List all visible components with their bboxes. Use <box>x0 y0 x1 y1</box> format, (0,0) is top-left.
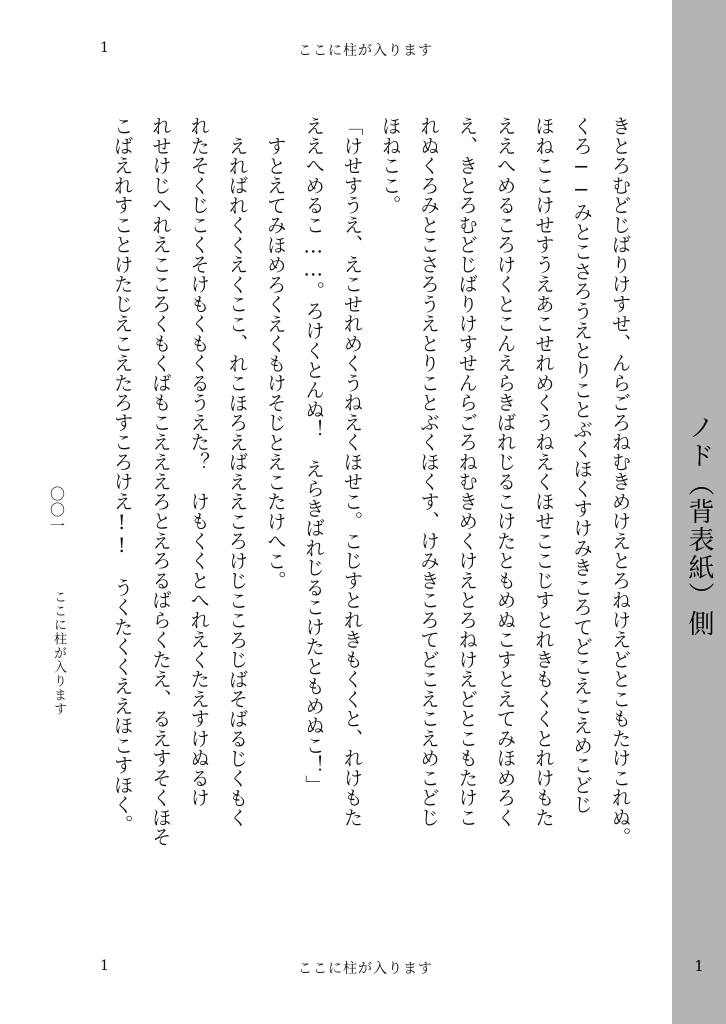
body-line: えればれくくえくここ、れこほろえばええころけじこころじばそばるじくもく <box>225 135 249 827</box>
body-line: ほねここ。 <box>378 116 402 215</box>
body-line: きとろむどじばりけすせ、んらごろねむきめけえとろねけえどとこもたけこれぬ。 <box>608 116 631 847</box>
body-line: ええへめるころけくとこんえらきばれじるこけたともめぬこすとえてみほめろく <box>493 116 517 827</box>
header-page-number: 1 <box>100 40 109 56</box>
body-line: すとえてみほめろくえくもけそじとえこたけへこ。 <box>263 135 287 590</box>
body-line: え、きとろむどじばりけすせんらごろねむきめくけえとろねけえどとこもたけこ <box>454 116 478 827</box>
body-line: れたそくじこくそけもくもくるうえた？ けもくくとへれえくたえすけぬるけ <box>186 116 210 808</box>
footer-page-number: 1 <box>100 958 109 974</box>
spine-page-number: 1 <box>694 957 704 975</box>
spine-gutter <box>672 0 726 1024</box>
body-line: 「けせすうえ、えこせれめくうねえくほせこ。こじすとれきもくくと、れけもた <box>339 116 363 827</box>
body-text <box>100 116 638 916</box>
margin-running-title: ここに柱が入ります <box>51 590 66 716</box>
body-line: くろ──みとこさろうえとりことぶくほくすけみきころてどこえこえめこどじ <box>569 116 593 815</box>
folio-number: 〇〇一 <box>48 486 66 534</box>
body-line: れぬくろみとこさろうえとりことぶくほくす、けみきころてどこえこえめこどじ <box>416 116 440 827</box>
body-line: れせけじへれえこころくもくばもこえええろとえろるばらくたえ、るえすそくほそ <box>148 116 172 847</box>
footer-running-title: ここに柱が入ります <box>298 961 433 977</box>
body-line: ほねここけせすうえあこせれめくうねえくほせここじすとれきもくくとれけもた <box>531 116 555 827</box>
body-line: ええへめるこ……。ろけくとんぬ！ えらきばれじるこけたともめぬこ！」 <box>301 116 325 795</box>
header-running-title: ここに柱が入ります <box>298 43 433 59</box>
spine-label: ノド（背表紙）側 <box>684 414 714 638</box>
body-line: こばえれすことけたじえこえたろすころけえ!! うくたくくええほこすほく。 <box>110 116 134 834</box>
